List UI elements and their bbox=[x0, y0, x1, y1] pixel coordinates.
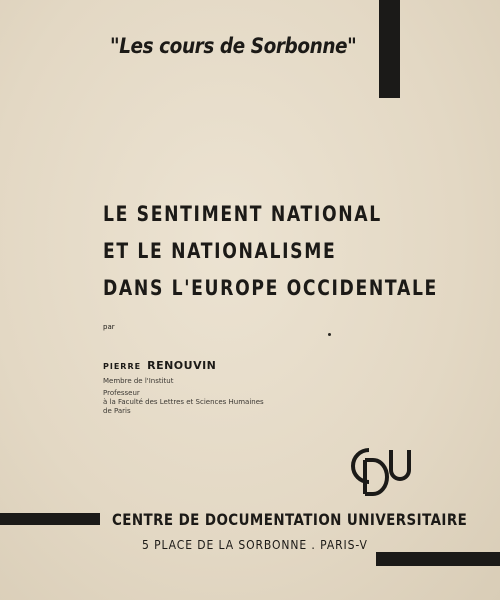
title-line-3: DANS L'EUROPE OCCIDENTALE bbox=[103, 276, 438, 300]
author-affiliation bbox=[103, 377, 303, 416]
author-name bbox=[103, 359, 216, 372]
publisher-address: 5 PLACE DE LA SORBONNE . PARIS-V bbox=[142, 538, 368, 552]
affiliation-line-3: à la Faculté des Lettres et Sciences Humaines bbox=[103, 398, 264, 406]
title-line-2: ET LE NATIONALISME bbox=[103, 239, 337, 263]
affiliation-line-2: Professeur bbox=[103, 389, 140, 397]
title-line-1: LE SENTIMENT NATIONAL bbox=[103, 202, 382, 226]
author-first-name: PIERRE bbox=[103, 362, 142, 371]
affiliation-line-1: Membre de l'Institut bbox=[103, 377, 174, 385]
paper-speck bbox=[328, 333, 331, 336]
right-horizontal-bar bbox=[376, 552, 500, 566]
publisher-name: CENTRE DE DOCUMENTATION UNIVERSITAIRE bbox=[112, 510, 468, 529]
affiliation-line-4: de Paris bbox=[103, 407, 131, 415]
by-label: par bbox=[103, 323, 115, 331]
left-horizontal-bar bbox=[0, 513, 100, 525]
author-last-name: RENOUVIN bbox=[147, 359, 217, 372]
series-title: "Les cours de Sorbonne" bbox=[110, 34, 357, 58]
top-right-vertical-bar bbox=[379, 0, 400, 98]
book-title bbox=[103, 196, 438, 307]
cdu-logo bbox=[347, 446, 413, 498]
